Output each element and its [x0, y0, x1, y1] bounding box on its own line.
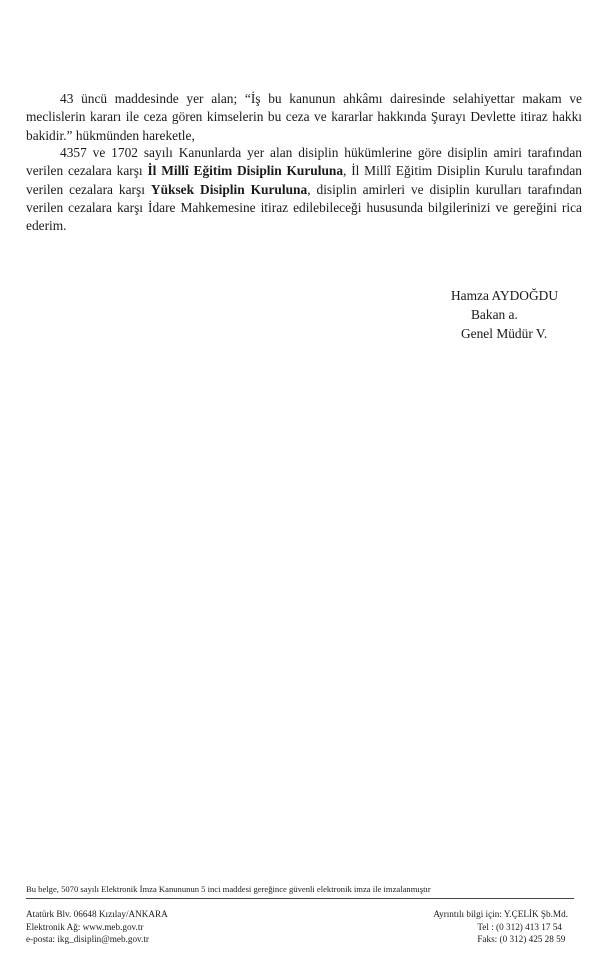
footer-address: Atatürk Blv. 06648 Kızılay/ANKARA: [26, 909, 168, 919]
footer-contact-left: [26, 908, 168, 946]
paragraph-objection-bodies: [26, 144, 582, 235]
paragraph2-text-c: , disiplin amirleri ve disiplin kurulları tarafından verilen cezalara karşı İdare Mahkemesine itiraz edilebileceği hususunda bilgilerinizi ve gereğini rica ederim.: [26, 181, 583, 234]
paragraph2-text-a: 4357 ve 1702 sayılı Kanunlarda yer alan disiplin hükümlerine göre disiplin amiri tarafından verilen cezalara karşı: [26, 145, 582, 179]
footer-phone: Tel : (0 312) 413 17 54: [477, 921, 562, 932]
high-discipline-board: Yüksek Disiplin Kuruluna: [150, 181, 308, 197]
paragraph2-text-b: , İl Millî Eğitim Disiplin Kurulu tarafından verilen cezalara karşı: [26, 163, 583, 197]
paragraph-article-43: [26, 90, 582, 145]
signatory-authority: Bakan a.: [471, 307, 518, 322]
footer-email: e-posta: ikg_disiplin@meb.gov.tr: [26, 934, 149, 945]
footer-contact-person: Ayrıntılı bilgi için: Y.ÇELİK Şb.Md.: [433, 909, 568, 919]
provincial-discipline-board: İl Millî Eğitim Disiplin Kuruluna: [147, 163, 344, 179]
footer-website: Elektronik Ağ: www.meb.gov.tr: [26, 921, 144, 932]
footer-fax: Faks: (0 312) 425 28 59: [477, 934, 566, 945]
signature-block: [451, 286, 558, 343]
signatory-title: Genel Müdür V.: [461, 326, 548, 341]
paragraph1-text: 43 üncü maddesinde yer alan; “İş bu kanunun ahkâmı dairesinde selahiyettar makam ve meclislerin kararı ile ceza gören kimselerin bu ceza ve kararlar hakkında Şurayı Devlette itiraz hakkı bakidir.” hükmünden hareketle,: [26, 91, 582, 143]
footer-contact-right: [433, 908, 568, 946]
e-signature-note: Bu belge, 5070 sayılı Elektronik İmza Kanununun 5 inci maddesi gereğince güvenli elektronik imza ile imzalanmıştır: [26, 884, 574, 899]
signatory-name: Hamza AYDOĞDU: [451, 288, 558, 303]
